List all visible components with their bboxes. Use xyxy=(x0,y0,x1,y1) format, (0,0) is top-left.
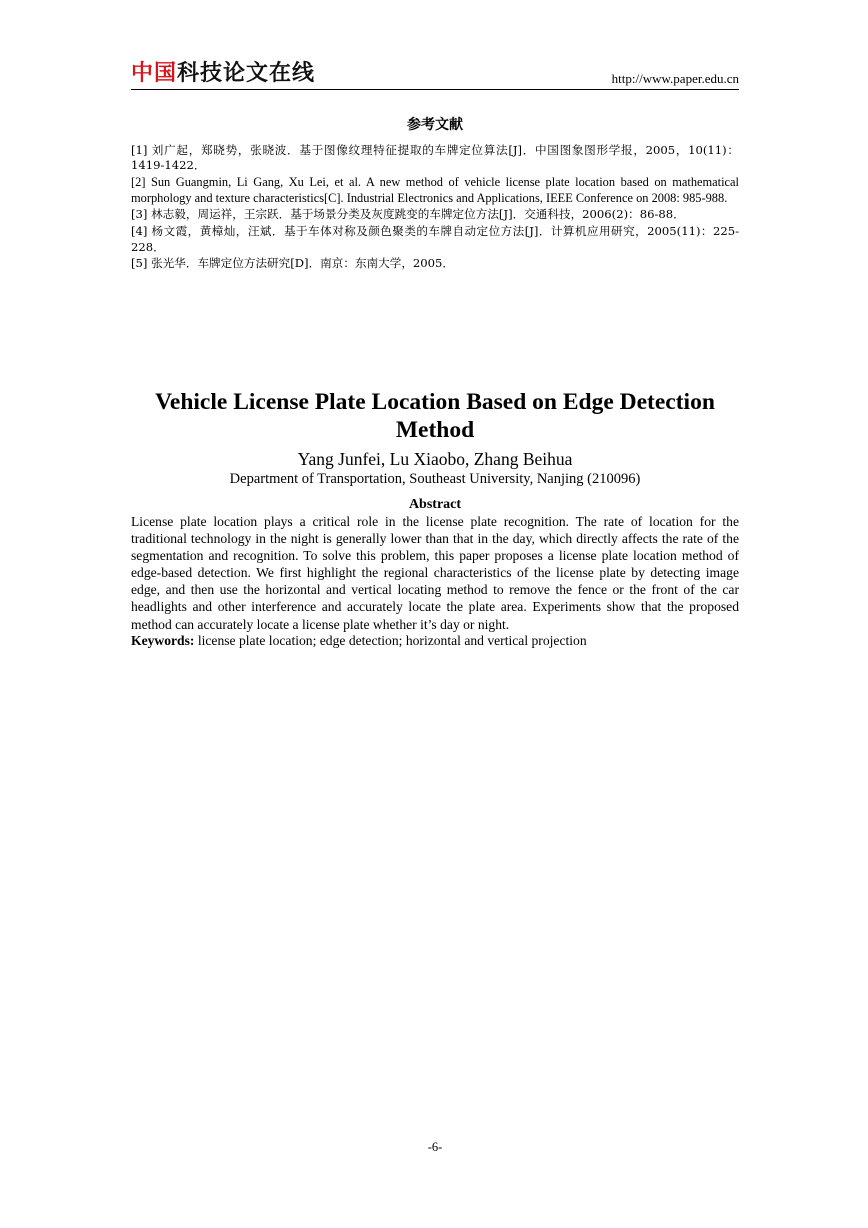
keywords-line xyxy=(131,632,739,649)
page-header xyxy=(131,60,739,90)
paper-affiliation: Department of Transportation, Southeast University, Nanjing (210096) xyxy=(229,471,641,487)
logo-red-text: 中国 xyxy=(131,61,178,86)
reference-item: [2] Sun Guangmin, Li Gang, Xu Lei, et al. A new method of vehicle license plate location based on mathematical morphology and texture characteristics[C]. Industrial Electronics and Applications, IEEE Conference on 2008: 985-988. xyxy=(131,175,739,205)
paper-authors: Yang Junfei, Lu Xiaobo, Zhang Beihua xyxy=(297,449,573,469)
reference-item: [1] 刘广起，郑晓势，张晓波．基于图像纹理特征提取的车牌定位算法[J]．中国图象图形学报，2005，10(11)：1419-1422． xyxy=(131,143,739,173)
keywords-label: Keywords: xyxy=(131,633,195,648)
reference-list xyxy=(131,143,739,273)
keywords-text: license plate location; edge detection; horizontal and vertical projection xyxy=(197,633,587,648)
header-url: http://www.paper.edu.cn xyxy=(611,71,739,86)
abstract-text: License plate location plays a critical role in the license plate recognition. The rate of location for the traditional technology in the night is generally lower than that in the day, which directly affects the rate of the segmentation and recognition. To solve this problem, this paper proposes a license plate location method of edge-based detection. We first highlight the regional characteristics of the license plate by detecting image edge, and then use the horizontal and vertical locating method to remove the fence or the front of the car headlights and other interference and accurately locate the plate area. Experiments show that the proposed method can accurately locate a license plate whether it’s day or night. xyxy=(131,514,739,632)
logo-black-text: 科技论文在线 xyxy=(177,61,316,86)
paper-title: Vehicle License Plate Location Based on Edge Detection Method xyxy=(155,389,715,443)
reference-item: [4] 杨文霞，黄樟灿，汪斌．基于车体对称及颜色聚类的车牌自动定位方法[J]．计算机应用研究，2005(11)：225-228． xyxy=(131,224,739,254)
reference-item: [3] 林志毅，周运祥，王宗跃．基于场景分类及灰度跳变的车牌定位方法[J]．交通科技，2006(2)：86-88． xyxy=(131,207,685,222)
site-logo xyxy=(131,62,315,86)
abstract-heading: Abstract xyxy=(408,497,462,512)
reference-item: [5] 张光华．车牌定位方法研究[D]．南京：东南大学，2005． xyxy=(131,256,455,271)
page-number: -6- xyxy=(427,1140,443,1154)
references-title: 参考文献 xyxy=(407,117,463,133)
